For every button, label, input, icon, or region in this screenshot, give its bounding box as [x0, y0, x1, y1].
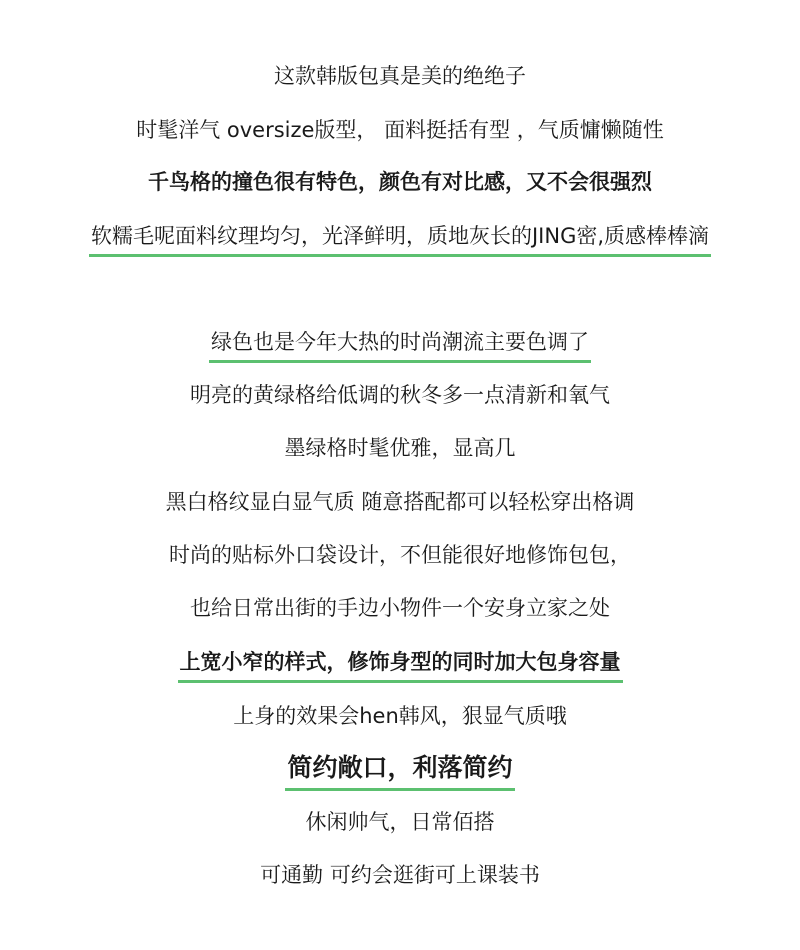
text-line-3 — [0, 168, 800, 200]
text-line-14 — [0, 808, 800, 840]
text-line-7 — [0, 434, 800, 466]
text-line-15-content: 可通勤 可约会逛街可上课装书 — [260, 863, 540, 887]
text-line-12-content: 上身的效果会hen韩风，狠显气质哦 — [233, 704, 567, 728]
text-line-1 — [0, 62, 800, 94]
text-line-4-content: 软糯毛呢面料纹理均匀，光泽鲜明，质地灰长的JING密,质感棒棒滴 — [89, 222, 711, 257]
text-line-12 — [0, 702, 800, 734]
text-line-14-content: 休闲帅气，日常佰搭 — [305, 810, 495, 834]
text-line-6-content: 明亮的黄绿格给低调的秋冬多一点清新和氧气 — [190, 383, 610, 407]
text-line-3-content: 千鸟格的撞色很有特色，颜色有对比感，又不会很强烈 — [148, 170, 652, 194]
text-line-1-content: 这款韩版包真是美的绝绝子 — [274, 64, 526, 88]
text-line-8 — [0, 488, 800, 520]
text-line-9 — [0, 541, 800, 573]
text-line-11-content: 上宽小窄的样式，修饰身型的同时加大包身容量 — [178, 648, 623, 683]
text-line-5 — [0, 328, 800, 363]
text-line-7-content: 墨绿格时髦优雅，显高几 — [284, 436, 516, 460]
text-line-9-content: 时尚的贴标外口袋设计，不但能很好地修饰包包， — [169, 543, 631, 567]
text-line-8-content: 黑白格纹显白显气质 随意搭配都可以轻松穿出格调 — [165, 490, 635, 514]
text-line-10-content: 也给日常出街的手边小物件一个安身立家之处 — [190, 596, 610, 620]
text-line-4 — [0, 222, 800, 257]
text-line-6 — [0, 381, 800, 413]
text-line-2 — [0, 116, 800, 148]
text-line-15 — [0, 861, 800, 893]
text-line-11 — [0, 648, 800, 683]
text-line-10 — [0, 594, 800, 626]
text-line-5-content: 绿色也是今年大热的时尚潮流主要色调了 — [209, 328, 591, 363]
text-line-2-content: 时髦洋气 oversize版型， 面料挺括有型 ，气质慵懒随性 — [136, 118, 664, 142]
text-line-13-content: 简约敞口，利落简约 — [285, 752, 514, 791]
text-line-13 — [0, 752, 800, 791]
